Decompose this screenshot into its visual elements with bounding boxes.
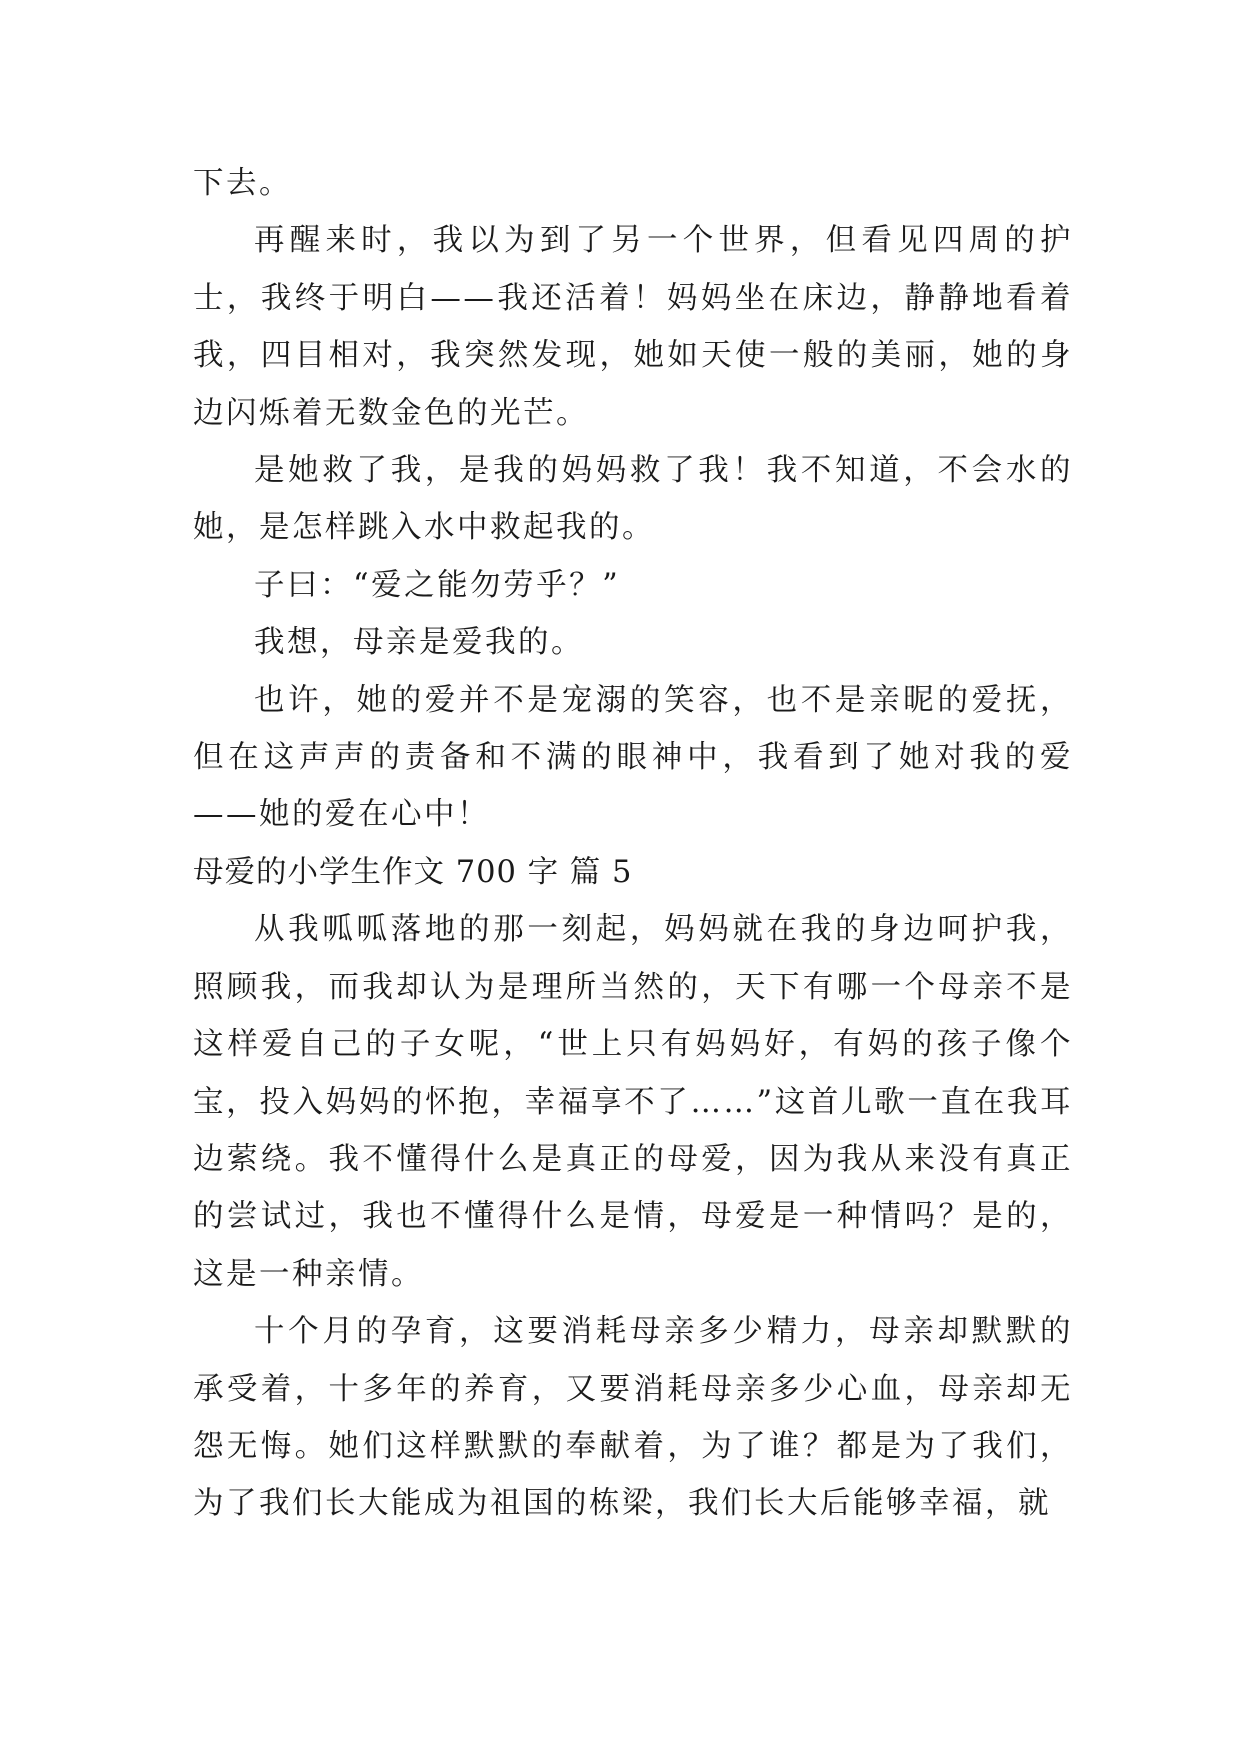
paragraph: 下去。 (193, 166, 292, 201)
paragraph: 从我呱呱落地的那一刻起，妈妈就在我的身边呵护我，照顾我，而我却认为是理所当然的，天下有哪一个母亲不是这样爱自己的子女呢，“世上只有妈妈好，有妈的孩子像个宝，投入妈妈的怀抱，幸福享不了……”这首儿歌一直在我耳边萦绕。我不懂得什么是真正的母爱，因为我从来没有真正的尝试过，我也不懂得什么是情，母爱是一种情吗？是的，这是一种亲情。 (193, 912, 1073, 1292)
paragraph: 再醒来时，我以为到了另一个世界，但看见四周的护士，我终于明白——我还活着！妈妈坐在床边，静静地看着我，四目相对，我突然发现，她如天使一般的美丽，她的身边闪烁着无数金色的光芒。 (193, 223, 1073, 431)
paragraph-quote: 子曰：“爱之能勿劳乎？” (254, 567, 621, 603)
paragraph: 是她救了我，是我的妈妈救了我！我不知道，不会水的她，是怎样跳入水中救起我的。 (193, 453, 1073, 546)
paragraph: 十个月的孕育，这要消耗母亲多少精力，母亲却默默的承受着，十多年的养育，又要消耗母亲多少心血，母亲却无怨无悔。她们这样默默的奉献着，为了谁？都是为了我们，为了我们长大能成为祖国的栋梁，我们长大后能够幸福，就 (193, 1314, 1073, 1522)
essay-text (193, 155, 1073, 1533)
paragraph: 也许，她的爱并不是宠溺的笑容，也不是亲昵的爱抚，但在这声声的责备和不满的眼神中，我看到了她对我的爱——她的爱在心中！ (193, 682, 1073, 833)
section-heading: 母爱的小学生作文 700 字 篇 5 (193, 854, 633, 890)
paragraph: 我想，母亲是爱我的。 (254, 625, 584, 661)
